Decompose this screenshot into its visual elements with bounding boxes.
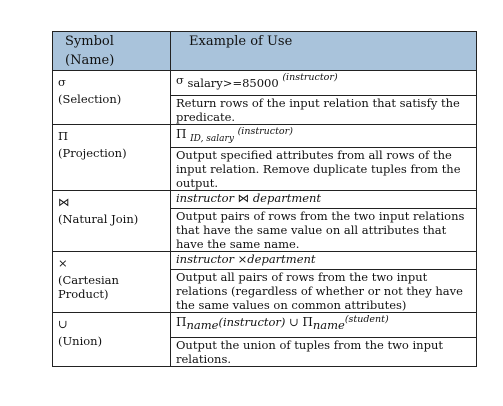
description-selection: Return rows of the input relation that satisfy the predicate. xyxy=(171,96,477,125)
symbol-cell-selection xyxy=(53,71,171,125)
cartesian-product-example-right: department xyxy=(247,252,316,266)
table-row-natural-join xyxy=(53,191,477,209)
symbol-cell-natural-join xyxy=(53,191,171,252)
natural-join-example-right: department xyxy=(252,191,322,205)
union-example-sub2: name xyxy=(312,318,345,332)
projection-example-op: Π xyxy=(176,127,187,141)
projection-example-relation: (instructor) xyxy=(237,126,293,137)
union-example-union-op: ∪ xyxy=(289,315,299,329)
cartesian-product-symbol: × xyxy=(58,256,68,270)
table-row-selection xyxy=(53,71,477,96)
selection-example-relation: (instructor) xyxy=(282,72,338,83)
selection-example-op: σ xyxy=(176,73,184,87)
header-symbol-name: Symbol (Name) xyxy=(53,32,171,71)
table-row-projection xyxy=(53,125,477,148)
description-natural-join: Output pairs of rows from the two input relations that have the same value on all attributes that have the same name. xyxy=(171,209,477,252)
union-example-arg2: (student) xyxy=(344,314,389,325)
cartesian-product-example-op: × xyxy=(237,252,248,266)
table-header-row xyxy=(53,32,477,71)
union-example-sub1: name xyxy=(186,318,219,332)
relational-operators-table xyxy=(52,31,477,367)
union-symbol: ∪ xyxy=(58,317,68,331)
natural-join-example-op: ⋈ xyxy=(237,191,250,205)
symbol-cell-projection xyxy=(53,125,171,191)
natural-join-symbol: ⋈ xyxy=(58,195,70,209)
example-selection xyxy=(171,71,477,96)
cartesian-product-example-left: instructor xyxy=(176,252,234,266)
projection-symbol: Π xyxy=(58,129,69,143)
selection-name: (Selection) xyxy=(58,92,122,106)
union-example-op2: Π xyxy=(302,315,313,329)
symbol-cell-cartesian-product xyxy=(53,252,171,313)
projection-example-attributes: ID, salary xyxy=(190,134,234,144)
cartesian-product-name: (Cartesian Product) xyxy=(58,273,119,301)
example-natural-join xyxy=(171,191,477,209)
example-union xyxy=(171,313,477,338)
selection-example-predicate: salary>=85000 xyxy=(187,76,279,90)
example-projection xyxy=(171,125,477,148)
projection-name: (Projection) xyxy=(58,146,127,160)
table-row-cartesian-product xyxy=(53,252,477,270)
natural-join-name: (Natural Join) xyxy=(58,212,139,226)
description-projection: Output specified attributes from all rows of the input relation. Remove duplicate tuples from the output. xyxy=(171,148,477,191)
natural-join-example-left: instructor xyxy=(176,191,234,205)
symbol-cell-union xyxy=(53,313,171,367)
header-example-of-use: Example of Use xyxy=(171,32,477,71)
union-name: (Union) xyxy=(58,334,103,348)
union-example-arg1: (instructor) xyxy=(218,315,286,329)
selection-symbol: σ xyxy=(58,75,66,89)
union-example-op1: Π xyxy=(176,315,187,329)
table-row-union xyxy=(53,313,477,338)
description-union: Output the union of tuples from the two input relations. xyxy=(171,338,477,367)
example-cartesian-product xyxy=(171,252,477,270)
description-cartesian-product: Output all pairs of rows from the two input relations (regardless of whether or not they have the same values on common attributes) xyxy=(171,270,477,313)
